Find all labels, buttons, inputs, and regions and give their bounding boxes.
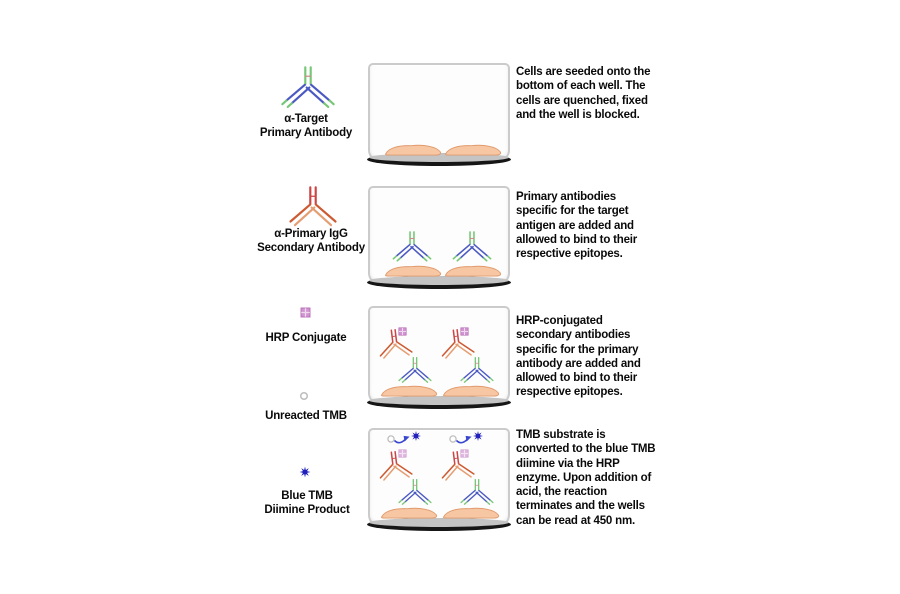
cell-icon <box>382 141 444 156</box>
step2-description: Primary antibodies specific for the target antigen are added and allowed to bind to their respective epitopes. <box>516 191 638 261</box>
cell-icon <box>382 262 444 277</box>
secondary-antibody-icon <box>374 326 416 363</box>
hrp-conjugate-icon <box>300 307 311 318</box>
secondary-antibody-label-line1: α-Primary IgG <box>274 228 348 240</box>
secondary-antibody-label <box>243 227 379 255</box>
well-step4-content <box>370 430 508 525</box>
unreacted-tmb-icon <box>299 391 309 401</box>
primary-antibody-icon <box>460 356 494 385</box>
well-step3 <box>368 306 510 405</box>
step3-description: HRP-conjugated secondary antibodies specific for the primary antibody are added and allowed to bind to their respective epitopes. <box>516 315 641 399</box>
blue-tmb-diimine-label <box>242 489 372 517</box>
primary-antibody-label-line1: α-Target <box>284 113 328 125</box>
hrp-conjugate-icon <box>398 327 407 336</box>
tmb-conversion-arrow-icon <box>386 430 422 454</box>
blue-tmb-diimine-label-line1: Blue TMB <box>281 490 333 502</box>
well-step1 <box>368 63 510 162</box>
secondary-antibody-label-line2: Secondary Antibody <box>257 242 365 254</box>
primary-antibody-label <box>240 112 372 140</box>
secondary-antibody-icon <box>286 184 340 232</box>
cell-icon <box>442 262 504 277</box>
primary-antibody-label-line2: Primary Antibody <box>259 127 353 139</box>
primary-antibody-icon <box>460 478 494 507</box>
primary-antibody-icon <box>398 356 432 385</box>
well-step2 <box>368 186 510 285</box>
unreacted-tmb-label: Unreacted TMB <box>265 410 347 422</box>
primary-antibody-icon <box>398 478 432 507</box>
primary-antibody-icon <box>392 230 432 264</box>
hrp-conjugate-icon <box>460 327 469 336</box>
step4-description: TMB substrate is converted to the blue TMB diimine via the HRP enzyme. Upon addition of acid, the reaction terminates and the wells can be read at 450 nm. <box>516 429 656 527</box>
tmb-conversion-arrow-icon <box>448 430 484 454</box>
hrp-conjugate-label: HRP Conjugate <box>265 332 347 344</box>
well-step1-content <box>370 65 508 160</box>
primary-antibody-icon <box>281 64 335 112</box>
blue-tmb-diimine-icon <box>299 466 311 478</box>
well-step4 <box>368 428 510 527</box>
blue-tmb-diimine-label-line2: Diimine Product <box>264 504 350 516</box>
secondary-antibody-icon <box>436 326 478 363</box>
well-step3-content <box>370 308 508 403</box>
primary-antibody-icon <box>452 230 492 264</box>
cell-icon <box>442 141 504 156</box>
step1-description: Cells are seeded onto the bottom of each well. The cells are quenched, fixed and the well is blocked. <box>516 66 651 121</box>
well-step2-content <box>370 188 508 283</box>
